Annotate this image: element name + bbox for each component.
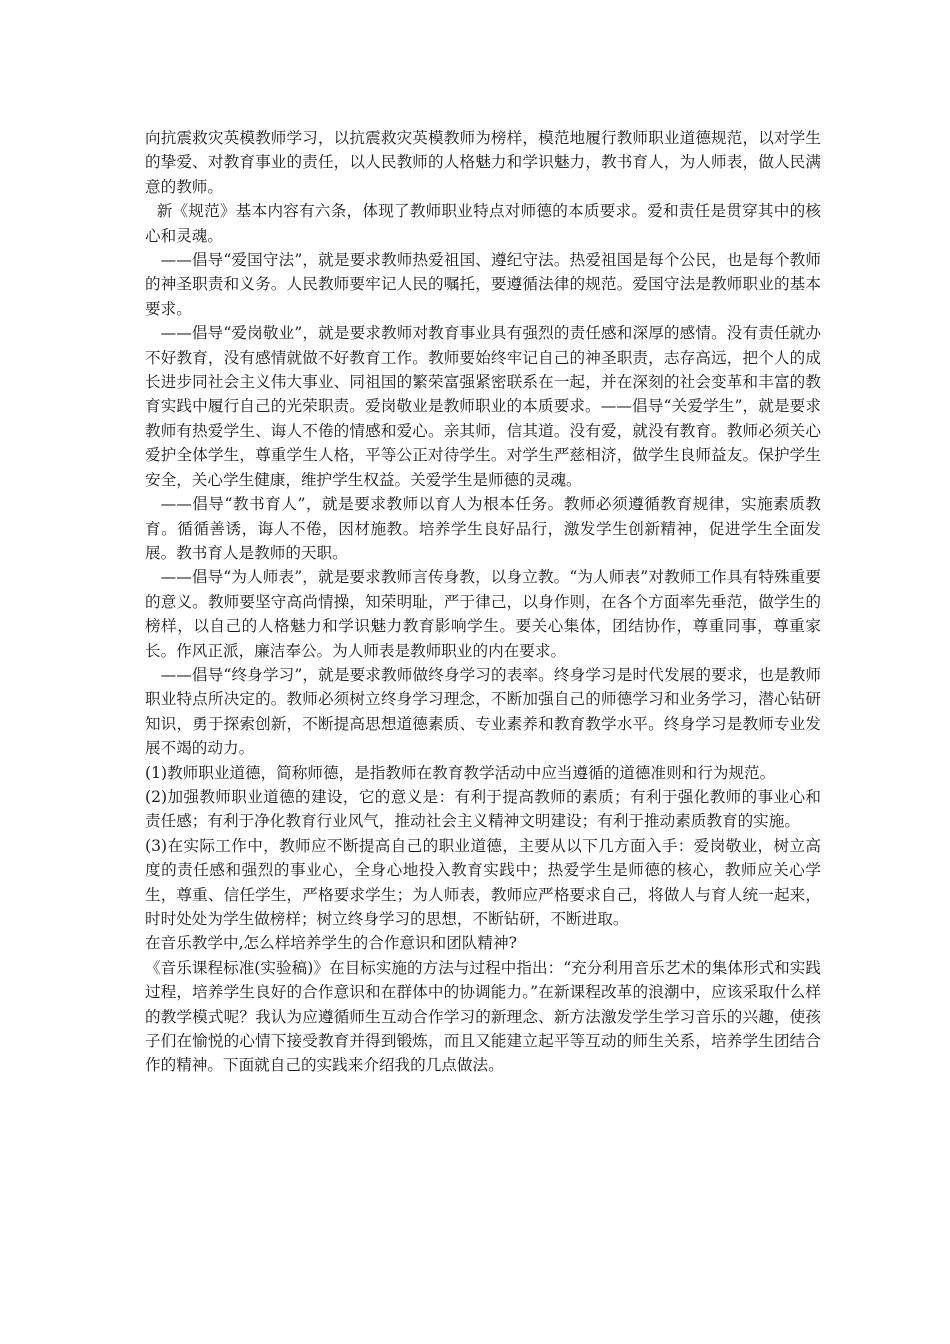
- paragraph-patriotism: ——倡导“爱国守法”，就是要求教师热爱祖国、遵纪守法。热爱祖国是每个公民，也是每个教师的神圣职责和义务。人民教师要牢记人民的嘱托，要遵循法律的规范。爱国守法是教师职业的基本要求。: [145, 251, 821, 318]
- paragraph-point-3: (3)在实际工作中，教师应不断提高自己的职业道德，主要从以下几方面入手：爱岗敬业，树立高度的责任感和强烈的事业心，全身心地投入教育实践中；热爱学生是师德的核心，教师应关心学生，尊重、信任学生，严格要求学生；为人师表，教师应严格要求自己，将做人与育人统一起来，时时处处为学生做榜样；树立终身学习的思想，不断钻研，不断进取。: [145, 836, 821, 928]
- paragraph-intro: 向抗震救灾英模教师学习，以抗震救灾英模教师为榜样，模范地履行教师职业道德规范，以对学生的挚爱、对教育事业的责任，以人民教师的人格魅力和学识魅力，教书育人，为人师表，做人民满意的教师。: [145, 129, 821, 196]
- paragraph-point-2: (2)加强教师职业道德的建设，它的意义是：有利于提高教师的素质；有利于强化教师的事业心和责任感；有利于净化教育行业风气，推动社会主义精神文明建设；有利于推动素质教育的实施。: [145, 787, 821, 831]
- paragraph-dedication: ——倡导“爱岗敬业”，就是要求教师对教育事业具有强烈的责任感和深厚的感情。没有责任就办不好教育，没有感情就做不好教育工作。教师要始终牢记自己的神圣职责，志存高远，把个人的成长进步同社会主义伟大事业、同祖国的繁荣富强紧密联系在一起，并在深刻的社会变革和丰富的教育实践中履行自己的光荣职责。爱岗敬业是教师职业的本质要求。——倡导“关爱学生”，就是要求教师有热爱学生、诲人不倦的情感和爱心。亲其师，信其道。没有爱，就没有教育。教师必须关心爱护全体学生，尊重学生人格，平等公正对待学生。对学生严慈相济，做学生良师益友。保护学生安全，关心学生健康，维护学生权益。关爱学生是师德的灵魂。: [145, 324, 821, 489]
- paragraph-lifelong-learning: ——倡导“终身学习”，就是要求教师做终身学习的表率。终身学习是时代发展的要求，也是教师职业特点所决定的。教师必须树立终身学习理念，不断加强自己的师德学习和业务学习，潜心钻研知识，勇于探索创新，不断提高思想道德素质、专业素养和教育教学水平。终身学习是教师专业发展不竭的动力。: [145, 665, 821, 758]
- document-body: [145, 126, 821, 1078]
- paragraph-norms-overview: 新《规范》基本内容有六条，体现了教师职业特点对师德的本质要求。爱和责任是贯穿其中的核心和灵魂。: [145, 202, 821, 245]
- paragraph-role-model: ——倡导“为人师表”，就是要求教师言传身教，以身立教。“为人师表”对教师工作具有特殊重要的意义。教师要坚守高尚情操，知荣明耻，严于律己，以身作则，在各个方面率先垂范，做学生的榜样，以自己的人格魅力和学识魅力教育影响学生。要关心集体，团结协作，尊重同事，尊重家长。作风正派，廉洁奉公。为人师表是教师职业的内在要求。: [145, 568, 821, 660]
- paragraph-music-answer: 《音乐课程标准(实验稿)》在目标实施的方法与过程中指出：“充分利用音乐艺术的集体形式和实践过程，培养学生良好的合作意识和在群体中的协调能力。”在新课程改革的浪潮中，应该采取什么样的教学模式呢？我认为应遵循师生互动合作学习的新理念、新方法激发学生学习音乐的兴趣，使孩子们在愉悦的心情下接受教育并得到锻炼，而且又能建立起平等互动的师生关系，培养学生团结合作的精神。下面就自己的实践来介绍我的几点做法。: [145, 958, 821, 1075]
- question-heading: 在音乐教学中,怎么样培养学生的合作意识和团队精神?: [145, 934, 517, 953]
- paragraph-point-1: (1)教师职业道德，简称师德，是指教师在教育教学活动中应当遵循的道德准则和行为规范。: [145, 763, 776, 782]
- paragraph-teaching: ——倡导“教书育人”，就是要求教师以育人为根本任务。教师必须遵循教育规律，实施素质教育。循循善诱，诲人不倦，因材施教。培养学生良好品行，激发学生创新精神，促进学生全面发展。教书育人是教师的天职。: [145, 495, 821, 562]
